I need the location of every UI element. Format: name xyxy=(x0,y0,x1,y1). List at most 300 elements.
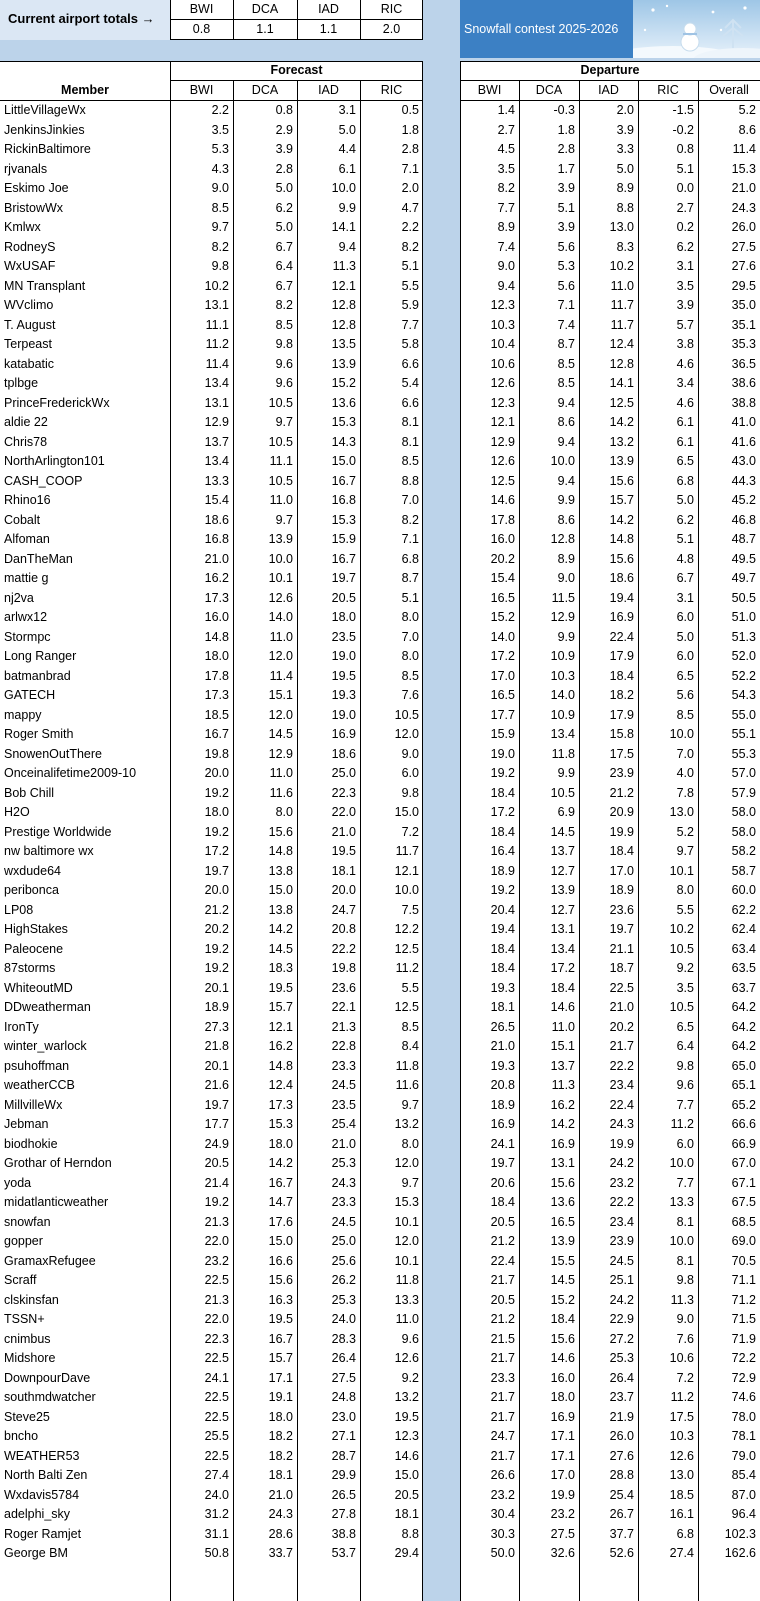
departure-ric: 3.5 xyxy=(676,980,694,995)
forecast-dca: 10.5 xyxy=(268,434,293,449)
departure-dca: 17.2 xyxy=(550,961,575,975)
overall-total: 65.2 xyxy=(731,1097,756,1112)
forecast-ric: 5.9 xyxy=(401,298,419,312)
overall-total: 58.0 xyxy=(731,824,756,839)
forecast-dca: 6.7 xyxy=(275,278,293,293)
overall-total: 62.4 xyxy=(731,922,756,936)
departure-bwi: 12.1 xyxy=(490,415,515,429)
forecast-bwi: 13.1 xyxy=(204,298,229,312)
departure-bwi: 4.5 xyxy=(497,142,515,156)
forecast-dca: 19.5 xyxy=(268,1312,293,1326)
departure-dca: 13.1 xyxy=(550,922,575,936)
departure-dca: 16.9 xyxy=(550,1409,575,1424)
forecast-ric: 12.0 xyxy=(394,727,419,741)
forecast-ric: 7.1 xyxy=(401,161,419,176)
forecast-iad: 24.0 xyxy=(331,1312,356,1326)
overall-total: 15.3 xyxy=(731,161,756,176)
departure-dca: 17.0 xyxy=(550,1468,575,1482)
forecast-iad: 6.1 xyxy=(338,161,356,176)
departure-ric: 6.0 xyxy=(676,649,694,663)
departure-iad: 15.6 xyxy=(609,473,634,488)
forecast-iad: 22.8 xyxy=(331,1039,356,1053)
forecast-bwi: 18.0 xyxy=(204,805,229,819)
overall-total: 48.7 xyxy=(731,532,756,546)
departure-bwi: 18.9 xyxy=(490,1097,515,1112)
forecast-ric: 7.5 xyxy=(401,902,419,917)
member-name: southmdwatcher xyxy=(4,1390,96,1404)
forecast-iad: 23.0 xyxy=(331,1409,356,1424)
departure-iad: 13.9 xyxy=(609,454,634,468)
departure-bwi: 15.9 xyxy=(490,727,515,741)
forecast-dca: 14.8 xyxy=(268,844,293,858)
overall-total: 67.5 xyxy=(731,1195,756,1209)
overall-total: 38.8 xyxy=(731,395,756,410)
forecast-bwi: 16.2 xyxy=(204,571,229,585)
forecast-dca: 12.4 xyxy=(268,1078,293,1092)
departure-dca: 23.2 xyxy=(550,1507,575,1521)
member-name: WxUSAF xyxy=(4,259,56,273)
departure-bwi: 1.4 xyxy=(497,103,515,117)
departure-ric: 6.5 xyxy=(676,454,694,468)
forecast-iad: 19.7 xyxy=(331,571,356,585)
current-totals-table xyxy=(170,0,423,40)
departure-ric: 7.7 xyxy=(676,1097,694,1112)
forecast-ric: 8.5 xyxy=(401,454,419,468)
departure-ric: 10.2 xyxy=(669,922,694,936)
forecast-ric: 12.5 xyxy=(394,1000,419,1014)
departure-dca: 10.3 xyxy=(550,668,575,683)
departure-iad: 23.7 xyxy=(609,1390,634,1404)
departure-dca: 18.4 xyxy=(550,1312,575,1326)
overall-total: 58.2 xyxy=(731,844,756,858)
forecast-ric: 12.2 xyxy=(394,922,419,936)
forecast-iad: 24.8 xyxy=(331,1390,356,1404)
departure-ric: 3.1 xyxy=(676,259,694,273)
departure-dca: 16.2 xyxy=(550,1097,575,1112)
departure-bwi: 21.7 xyxy=(490,1390,515,1404)
overall-total: 21.0 xyxy=(731,181,756,195)
forecast-dca: 14.5 xyxy=(268,727,293,741)
departure-ric: 10.3 xyxy=(669,1429,694,1443)
departure-ric: 6.2 xyxy=(676,512,694,527)
departure-bwi: 10.4 xyxy=(490,337,515,351)
departure-bwi: 3.5 xyxy=(497,161,515,176)
departure-bwi: 21.7 xyxy=(490,1351,515,1365)
forecast-dca: 15.6 xyxy=(268,824,293,839)
forecast-bwi: 50.8 xyxy=(204,1546,229,1560)
departure-iad: 12.4 xyxy=(609,337,634,351)
member-name: RodneyS xyxy=(4,239,56,254)
departure-dca: 5.6 xyxy=(557,278,575,293)
forecast-ric: 15.0 xyxy=(394,805,419,819)
forecast-dca: 12.9 xyxy=(268,746,293,761)
forecast-bwi: 14.8 xyxy=(204,629,229,644)
forecast-dca: 18.1 xyxy=(268,1468,293,1482)
departure-header-iad: IAD xyxy=(598,83,619,97)
overall-total: 74.6 xyxy=(731,1390,756,1404)
member-name: DownpourDave xyxy=(4,1370,91,1385)
forecast-dca: 0.8 xyxy=(275,103,293,117)
departure-ric: 5.6 xyxy=(676,688,694,702)
overall-total: 35.0 xyxy=(731,298,756,312)
departure-iad: 23.9 xyxy=(609,766,634,780)
departure-iad: 16.9 xyxy=(609,610,634,624)
forecast-iad: 13.6 xyxy=(331,395,356,410)
forecast-bwi: 18.0 xyxy=(204,649,229,663)
forecast-bwi: 22.0 xyxy=(204,1312,229,1326)
forecast-dca: 8.0 xyxy=(275,805,293,819)
departure-bwi: 26.6 xyxy=(490,1468,515,1482)
departure-ric: 5.5 xyxy=(676,902,694,917)
forecast-dca: 3.9 xyxy=(275,142,293,156)
forecast-iad: 25.6 xyxy=(331,1253,356,1268)
departure-ric: 13.0 xyxy=(669,805,694,819)
departure-iad: 23.9 xyxy=(609,1234,634,1248)
overall-total: 5.2 xyxy=(738,103,756,117)
member-name: katabatic xyxy=(4,356,55,371)
forecast-bwi: 17.3 xyxy=(204,590,229,605)
member-name: Scraff xyxy=(4,1273,37,1287)
forecast-ric: 12.0 xyxy=(394,1156,419,1170)
forecast-iad: 15.3 xyxy=(331,415,356,429)
current-airport-bwi: BWI xyxy=(189,2,214,16)
departure-dca: 2.8 xyxy=(557,142,575,156)
departure-ric: 4.8 xyxy=(676,551,694,566)
forecast-bwi: 3.5 xyxy=(211,122,229,137)
forecast-iad: 20.8 xyxy=(331,922,356,936)
forecast-bwi: 19.2 xyxy=(204,941,229,956)
member-name: North Balti Zen xyxy=(4,1468,88,1482)
current-airport-ric: RIC xyxy=(380,2,403,16)
departure-ric: 0.0 xyxy=(676,181,694,195)
forecast-bwi: 22.3 xyxy=(204,1331,229,1346)
departure-bwi: 14.0 xyxy=(490,629,515,644)
forecast-bwi: 22.5 xyxy=(204,1409,229,1424)
departure-header-dca: DCA xyxy=(535,83,563,97)
forecast-iad: 25.0 xyxy=(331,1234,356,1248)
departure-ric: 9.2 xyxy=(676,961,694,975)
departure-iad: 21.2 xyxy=(609,785,634,800)
forecast-ric: 7.0 xyxy=(401,493,419,507)
forecast-bwi: 24.1 xyxy=(204,1370,229,1385)
forecast-header-iad: IAD xyxy=(318,83,339,97)
overall-total: 96.4 xyxy=(731,1507,756,1521)
departure-bwi: 10.6 xyxy=(490,356,515,371)
departure-dca: 8.5 xyxy=(557,356,575,371)
departure-bwi: 17.2 xyxy=(490,805,515,819)
departure-iad: 27.6 xyxy=(609,1448,634,1463)
departure-iad: 22.4 xyxy=(609,1097,634,1112)
forecast-bwi: 5.3 xyxy=(211,142,229,156)
member-name: batmanbrad xyxy=(4,668,71,683)
forecast-dca: 14.2 xyxy=(268,922,293,936)
member-name: gopper xyxy=(4,1234,43,1248)
member-name: Onceinalifetime2009-10 xyxy=(4,766,137,780)
departure-iad: 24.3 xyxy=(609,1117,634,1131)
departure-bwi: 24.1 xyxy=(490,1136,515,1151)
forecast-bwi: 11.1 xyxy=(205,317,229,332)
forecast-dca: 13.9 xyxy=(268,532,293,546)
overall-total: 78.0 xyxy=(731,1409,756,1424)
departure-iad: 28.8 xyxy=(609,1468,634,1482)
member-name: MillvilleWx xyxy=(4,1097,63,1112)
departure-iad: 8.3 xyxy=(616,239,634,254)
member-name: H2O xyxy=(4,805,30,819)
forecast-iad: 27.1 xyxy=(331,1429,356,1443)
forecast-table xyxy=(0,61,423,1601)
forecast-ric: 2.8 xyxy=(401,142,419,156)
overall-total: 29.5 xyxy=(731,278,756,293)
member-name: tplbge xyxy=(4,376,39,390)
member-name: Prestige Worldwide xyxy=(4,824,112,839)
departure-ric: 6.8 xyxy=(676,1526,694,1541)
forecast-ric: 1.8 xyxy=(401,122,419,137)
forecast-ric: 12.0 xyxy=(394,1234,419,1248)
departure-ric: 13.3 xyxy=(669,1195,694,1209)
forecast-iad: 9.9 xyxy=(338,200,356,215)
member-name: mattie g xyxy=(4,571,49,585)
overall-total: 50.5 xyxy=(731,590,756,605)
forecast-iad: 23.5 xyxy=(331,1097,356,1112)
departure-iad: 17.0 xyxy=(609,863,634,878)
departure-iad: 25.3 xyxy=(609,1351,634,1365)
forecast-ric: 4.7 xyxy=(401,200,419,215)
departure-bwi: 21.7 xyxy=(490,1273,515,1287)
forecast-ric: 13.2 xyxy=(394,1117,419,1131)
departure-ric: 3.9 xyxy=(676,298,694,312)
departure-bwi: 7.4 xyxy=(497,239,515,254)
forecast-ric: 9.8 xyxy=(401,785,419,800)
departure-dca: 18.0 xyxy=(550,1390,575,1404)
forecast-dca: 11.0 xyxy=(269,629,293,644)
forecast-dca: 17.1 xyxy=(268,1370,293,1385)
departure-ric: 6.2 xyxy=(676,239,694,254)
forecast-iad: 5.0 xyxy=(338,122,356,137)
departure-dca: 9.4 xyxy=(557,473,575,488)
forecast-ric: 18.1 xyxy=(394,1507,419,1521)
member-name: Long Ranger xyxy=(4,649,77,663)
forecast-ric: 6.6 xyxy=(401,395,419,410)
departure-bwi: 20.5 xyxy=(490,1214,515,1229)
departure-dca: 12.8 xyxy=(550,532,575,546)
departure-ric: 0.2 xyxy=(676,220,694,234)
departure-bwi: 10.3 xyxy=(490,317,515,332)
forecast-ric: 9.7 xyxy=(401,1097,419,1112)
member-name: nw baltimore wx xyxy=(4,844,94,858)
overall-total: 60.0 xyxy=(731,883,756,897)
departure-dca: 10.9 xyxy=(550,707,575,722)
overall-total: 41.6 xyxy=(731,434,756,449)
forecast-iad: 21.0 xyxy=(331,1136,356,1151)
forecast-bwi: 19.7 xyxy=(204,863,229,878)
departure-bwi: 21.2 xyxy=(490,1234,515,1248)
departure-group-header: Departure xyxy=(580,63,640,77)
forecast-dca: 13.8 xyxy=(268,863,293,878)
departure-bwi: 17.8 xyxy=(490,512,515,527)
forecast-dca: 16.3 xyxy=(268,1292,293,1307)
forecast-dca: 16.7 xyxy=(268,1175,293,1190)
member-name: yoda xyxy=(4,1175,32,1190)
member-name: BristowWx xyxy=(4,200,64,215)
departure-dca: 15.5 xyxy=(550,1253,575,1268)
departure-dca: 11.0 xyxy=(551,1019,575,1034)
forecast-iad: 26.4 xyxy=(331,1351,356,1365)
departure-ric: 16.1 xyxy=(669,1507,694,1521)
forecast-bwi: 20.5 xyxy=(204,1156,229,1170)
overall-total: 27.6 xyxy=(731,259,756,273)
forecast-iad: 14.3 xyxy=(331,434,356,449)
departure-dca: 8.6 xyxy=(557,512,575,527)
forecast-dca: 17.6 xyxy=(268,1214,293,1229)
forecast-ric: 12.3 xyxy=(394,1429,419,1443)
forecast-dca: 15.6 xyxy=(268,1273,293,1287)
forecast-dca: 14.8 xyxy=(268,1058,293,1073)
overall-total: 66.9 xyxy=(731,1136,756,1151)
overall-total: 69.0 xyxy=(731,1234,756,1248)
departure-iad: 21.9 xyxy=(609,1409,634,1424)
member-header: Member xyxy=(61,83,109,97)
departure-iad: 21.7 xyxy=(609,1039,634,1053)
departure-iad: 15.6 xyxy=(609,551,634,566)
forecast-dca: 18.2 xyxy=(268,1429,293,1443)
member-name: LP08 xyxy=(4,902,34,917)
forecast-dca: 28.6 xyxy=(268,1526,293,1541)
current-value-ric: 2.0 xyxy=(382,22,401,36)
departure-dca: 18.4 xyxy=(550,980,575,995)
overall-total: 36.5 xyxy=(731,356,756,371)
departure-iad: 24.5 xyxy=(609,1253,634,1268)
departure-bwi: 16.4 xyxy=(490,844,515,858)
forecast-iad: 12.8 xyxy=(331,317,356,332)
forecast-bwi: 11.4 xyxy=(205,356,229,371)
forecast-iad: 38.8 xyxy=(331,1526,356,1541)
overall-total: 64.2 xyxy=(731,1039,756,1053)
departure-bwi: 15.4 xyxy=(490,571,515,585)
forecast-bwi: 22.5 xyxy=(204,1448,229,1463)
departure-dca: 15.2 xyxy=(550,1292,575,1307)
forecast-iad: 24.3 xyxy=(331,1175,356,1190)
departure-ric: 10.0 xyxy=(669,1234,694,1248)
forecast-bwi: 21.3 xyxy=(204,1214,229,1229)
forecast-dca: 14.2 xyxy=(268,1156,293,1170)
overall-total: 57.9 xyxy=(731,785,756,800)
forecast-iad: 9.4 xyxy=(338,239,356,254)
forecast-ric: 5.1 xyxy=(401,590,419,605)
departure-bwi: 17.7 xyxy=(490,707,515,722)
forecast-iad: 23.3 xyxy=(331,1058,356,1073)
member-name: RickinBaltimore xyxy=(4,142,91,156)
departure-iad: 12.5 xyxy=(609,395,634,410)
forecast-bwi: 19.2 xyxy=(204,1195,229,1209)
member-name: mappy xyxy=(4,707,42,722)
departure-dca: 5.3 xyxy=(557,259,575,273)
member-name: nj2va xyxy=(4,590,34,605)
overall-header: Overall xyxy=(709,83,749,97)
departure-header-bwi: BWI xyxy=(477,83,502,97)
departure-dca: 8.9 xyxy=(557,551,575,566)
forecast-dca: 15.0 xyxy=(268,883,293,897)
forecast-iad: 18.6 xyxy=(331,746,356,761)
forecast-bwi: 24.9 xyxy=(204,1136,229,1151)
departure-dca: 14.0 xyxy=(550,688,575,702)
departure-dca: 11.5 xyxy=(551,590,575,605)
overall-total: 70.5 xyxy=(731,1253,756,1268)
departure-dca: 19.9 xyxy=(550,1487,575,1502)
forecast-ric: 8.4 xyxy=(401,1039,419,1053)
departure-dca: 5.1 xyxy=(557,200,575,215)
forecast-bwi: 24.0 xyxy=(204,1487,229,1502)
departure-iad: 22.2 xyxy=(609,1058,634,1073)
forecast-bwi: 18.5 xyxy=(204,707,229,722)
departure-dca: 15.6 xyxy=(550,1331,575,1346)
departure-iad: 14.8 xyxy=(609,532,634,546)
departure-ric: 18.5 xyxy=(669,1487,694,1502)
departure-ric: 9.8 xyxy=(676,1273,694,1287)
departure-iad: 18.7 xyxy=(609,961,634,975)
overall-total: 62.2 xyxy=(731,902,756,917)
forecast-ric: 8.7 xyxy=(401,571,419,585)
overall-total: 162.6 xyxy=(724,1546,756,1560)
departure-iad: 11.7 xyxy=(610,298,634,312)
forecast-ric: 13.2 xyxy=(394,1390,419,1404)
forecast-header-ric: RIC xyxy=(380,83,403,97)
departure-ric: 4.0 xyxy=(676,766,694,780)
forecast-bwi: 31.2 xyxy=(204,1507,229,1521)
forecast-ric: 10.0 xyxy=(394,883,419,897)
forecast-dca: 9.7 xyxy=(275,415,293,429)
departure-bwi: 8.9 xyxy=(497,220,515,234)
forecast-iad: 4.4 xyxy=(338,142,356,156)
forecast-iad: 22.3 xyxy=(331,785,356,800)
overall-total: 55.1 xyxy=(731,727,756,741)
overall-total: 87.0 xyxy=(731,1487,756,1502)
departure-ric: 11.2 xyxy=(670,1117,694,1131)
forecast-ric: 9.0 xyxy=(401,746,419,761)
departure-bwi: 18.1 xyxy=(490,1000,515,1014)
departure-ric: 6.1 xyxy=(676,434,694,449)
overall-total: 41.0 xyxy=(731,415,756,429)
departure-ric: 8.5 xyxy=(676,707,694,722)
member-name: DDweatherman xyxy=(4,1000,91,1014)
departure-ric: 7.7 xyxy=(676,1175,694,1190)
departure-iad: 25.4 xyxy=(609,1487,634,1502)
departure-iad: 24.2 xyxy=(609,1156,634,1170)
departure-bwi: 19.3 xyxy=(490,1058,515,1073)
member-name: Alfoman xyxy=(4,532,50,546)
overall-total: 52.0 xyxy=(731,649,756,663)
departure-dca: 12.7 xyxy=(550,863,575,878)
forecast-ric: 15.3 xyxy=(394,1195,419,1209)
departure-dca: 7.4 xyxy=(557,317,575,332)
forecast-ric: 2.2 xyxy=(401,220,419,234)
departure-dca: 8.7 xyxy=(557,337,575,351)
forecast-dca: 24.3 xyxy=(268,1507,293,1521)
departure-ric: 6.0 xyxy=(676,1136,694,1151)
member-name: rjvanals xyxy=(4,161,48,176)
forecast-dca: 15.3 xyxy=(268,1117,293,1131)
departure-iad: 19.4 xyxy=(609,590,634,605)
overall-total: 102.3 xyxy=(724,1526,756,1541)
departure-ric: 12.6 xyxy=(669,1448,694,1463)
overall-total: 49.7 xyxy=(731,571,756,585)
departure-bwi: 20.2 xyxy=(490,551,515,566)
forecast-iad: 22.2 xyxy=(331,941,356,956)
departure-bwi: 16.5 xyxy=(490,688,515,702)
forecast-bwi: 16.7 xyxy=(204,727,229,741)
departure-dca: 8.6 xyxy=(557,415,575,429)
forecast-dca: 11.4 xyxy=(269,668,293,683)
forecast-bwi: 9.0 xyxy=(211,181,229,195)
